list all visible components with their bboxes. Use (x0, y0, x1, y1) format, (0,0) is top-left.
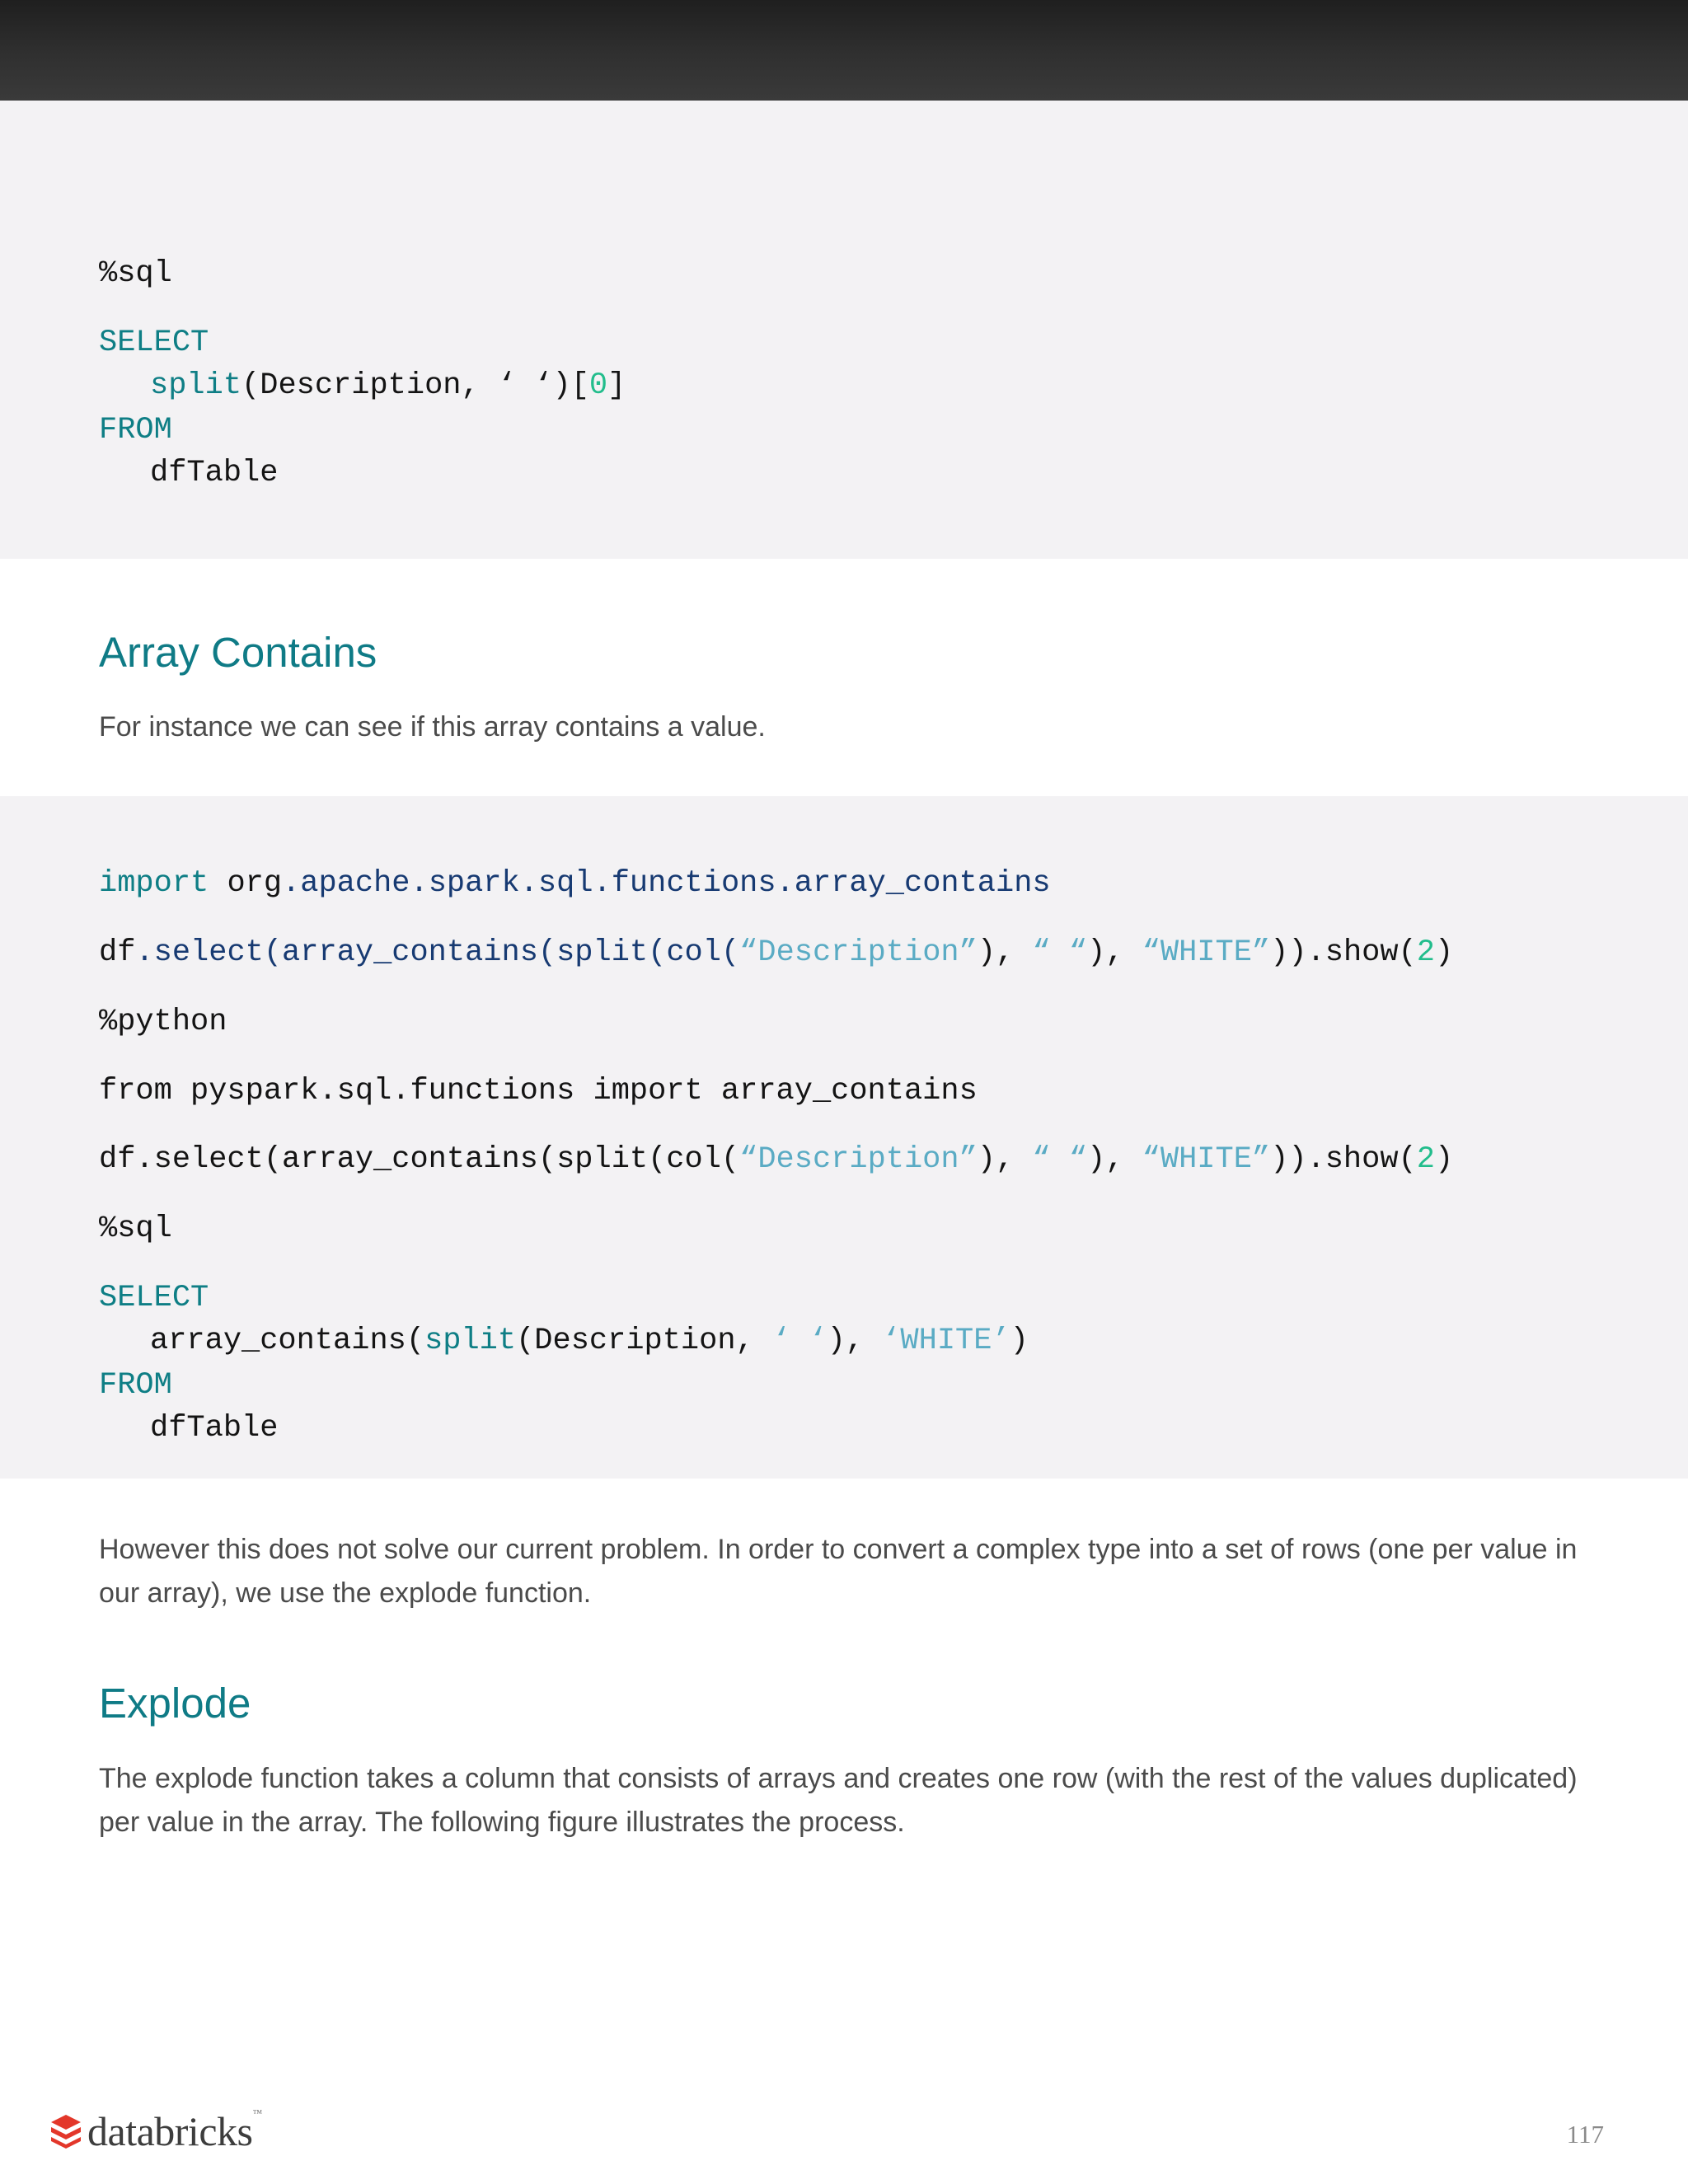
databricks-logo (49, 2108, 262, 2154)
code-token: org (209, 866, 283, 901)
code-line (99, 368, 626, 404)
code-token: 0 (588, 368, 608, 403)
code-line (99, 325, 209, 361)
code-line (99, 1211, 172, 1247)
code-token: .select(array_contains(split(col( (135, 935, 740, 970)
code-token: df (99, 935, 136, 970)
code-token: split (424, 1324, 517, 1358)
code-token: ) (1010, 1324, 1029, 1358)
code-line (99, 1367, 172, 1404)
code-line (99, 455, 278, 491)
code-line (99, 1280, 209, 1316)
code-line (99, 1410, 278, 1446)
code-token: %sql (99, 1212, 172, 1246)
code-line (99, 1323, 1029, 1359)
code-token: df.select(array_contains(split(col( (99, 1142, 740, 1177)
code-token: )).show( (1270, 935, 1417, 970)
code-block-array-contains (0, 796, 1688, 1479)
logo-wordmark: databricks™ (87, 2107, 262, 2154)
code-token: “WHITE” (1142, 1142, 1271, 1177)
section-body-explode: The explode function takes a column that consists of arrays and creates one row (with the rest of the values duplicated) per value in the array. The following figure illustrates the process. (99, 1763, 1578, 1838)
code-token: ‘WHITE’ (882, 1324, 1010, 1358)
page-number: 117 (1566, 2120, 1604, 2149)
header-band (0, 0, 1688, 101)
code-token: SELECT (99, 326, 209, 360)
code-token: “Description” (739, 1142, 978, 1177)
code-line (99, 1141, 1453, 1178)
code-token: SELECT (99, 1281, 209, 1315)
databricks-layers-icon (49, 2113, 82, 2149)
code-token: array_contains( (150, 1324, 425, 1358)
code-token: ), (977, 1142, 1033, 1177)
code-line (99, 412, 172, 448)
code-token: 2 (1416, 935, 1435, 970)
code-line (99, 1073, 978, 1109)
code-line (99, 935, 1453, 971)
code-token: ), (1087, 935, 1142, 970)
code-token: “Description” (739, 935, 978, 970)
code-token: “WHITE” (1142, 935, 1271, 970)
code-token: from pyspark.sql.functions import array_contains (99, 1074, 978, 1108)
code-token: (Description, (516, 1324, 772, 1358)
code-token: ) (1434, 935, 1454, 970)
code-token: %sql (99, 256, 172, 291)
code-block-sql-split (0, 101, 1688, 559)
code-token: ] (607, 368, 626, 403)
paragraph-explode-intro: However this does not solve our current problem. In order to convert a complex type into a set of rows (one per value in our array), we use the explode function. (99, 1534, 1578, 1609)
code-token: (Description, ‘ ‘)[ (241, 368, 589, 403)
code-token: ‘ ‘ (771, 1324, 828, 1358)
code-token: ), (977, 935, 1033, 970)
code-token: FROM (99, 1368, 172, 1403)
code-token: dfTable (150, 1411, 279, 1446)
code-token: ), (1087, 1142, 1142, 1177)
code-line (99, 255, 172, 292)
section-heading-explode: Explode (99, 1680, 251, 1727)
section-heading-array-contains: Array Contains (99, 629, 377, 676)
code-token: import (99, 866, 209, 901)
code-line (99, 1004, 227, 1040)
section-intro-array-contains: For instance we can see if this array contains a value. (99, 711, 766, 743)
code-token: )).show( (1270, 1142, 1417, 1177)
code-token: ), (827, 1324, 883, 1358)
code-token: .apache.spark.sql.functions.array_contains (282, 866, 1051, 901)
code-token: 2 (1416, 1142, 1435, 1177)
code-token: split (150, 368, 242, 403)
code-token: %python (99, 1005, 227, 1039)
code-token: FROM (99, 413, 172, 448)
code-token: ) (1434, 1142, 1454, 1177)
code-token: “ “ (1032, 935, 1088, 970)
code-token: “ “ (1032, 1142, 1088, 1177)
code-line (99, 865, 1051, 902)
code-token: dfTable (150, 456, 279, 490)
